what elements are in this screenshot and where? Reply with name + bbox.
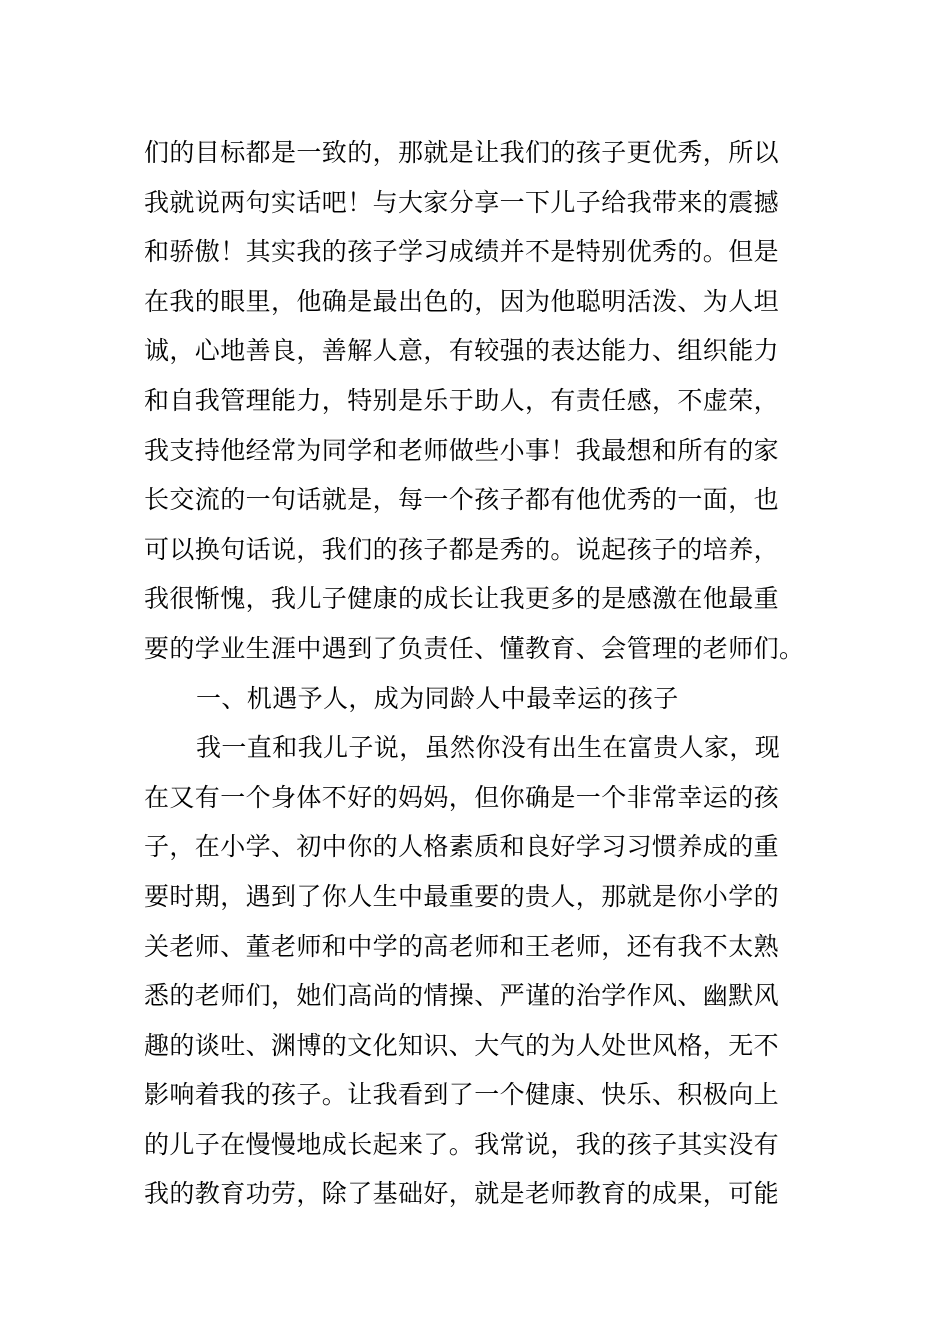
text-line: 悉的老师们，她们高尚的情操、严谨的治学作风、幽默风 — [144, 981, 780, 1011]
text-line: 趣的谈吐、渊博的文化知识、大气的为人处世风格，无不 — [144, 1030, 780, 1060]
text-line: 关老师、董老师和中学的高老师和王老师，还有我不太熟 — [144, 931, 780, 961]
text-line: 和自我管理能力，特别是乐于助人，有责任感，不虚荣， — [144, 385, 780, 415]
text-line: 可以换句话说，我们的孩子都是秀的。说起孩子的培养， — [144, 534, 780, 564]
text-line: 和骄傲！其实我的孩子学习成绩并不是特别优秀的。但是 — [144, 237, 780, 267]
text-line: 长交流的一句话就是，每一个孩子都有他优秀的一面，也 — [144, 485, 780, 515]
text-line: 要的学业生涯中遇到了负责任、懂教育、会管理的老师们。 — [144, 633, 805, 663]
text-line: 的儿子在慢慢地成长起来了。我常说，我的孩子其实没有 — [144, 1129, 780, 1159]
text-line: 要时期，遇到了你人生中最重要的贵人，那就是你小学的 — [144, 881, 780, 911]
section-heading: 一、机遇予人，成为同龄人中最幸运的孩子 — [196, 683, 679, 713]
text-line: 我的教育功劳，除了基础好，就是老师教育的成果，可能 — [144, 1179, 780, 1209]
text-line: 们的目标都是一致的，那就是让我们的孩子更优秀，所以 — [144, 138, 780, 167]
text-line: 我一直和我儿子说，虽然你没有出生在富贵人家，现 — [196, 733, 781, 763]
text-line: 在又有一个身体不好的妈妈，但你确是一个非常幸运的孩 — [144, 782, 780, 812]
body-text — [144, 128, 814, 1219]
text-line: 诚，心地善良，善解人意，有较强的表达能力、组织能力 — [144, 336, 780, 366]
text-line: 我就说两句实话吧！与大家分享一下儿子给我带来的震撼 — [144, 187, 780, 217]
text-line: 影响着我的孩子。让我看到了一个健康、快乐、积极向上 — [144, 1080, 780, 1110]
text-line: 在我的眼里，他确是最出色的，因为他聪明活泼、为人坦 — [144, 286, 780, 316]
text-line: 我很惭愧，我儿子健康的成长让我更多的是感激在他最重 — [144, 584, 780, 614]
text-line: 子，在小学、初中你的人格素质和良好学习习惯养成的重 — [144, 832, 780, 862]
text-line: 我支持他经常为同学和老师做些小事！我最想和所有的家 — [144, 435, 780, 465]
